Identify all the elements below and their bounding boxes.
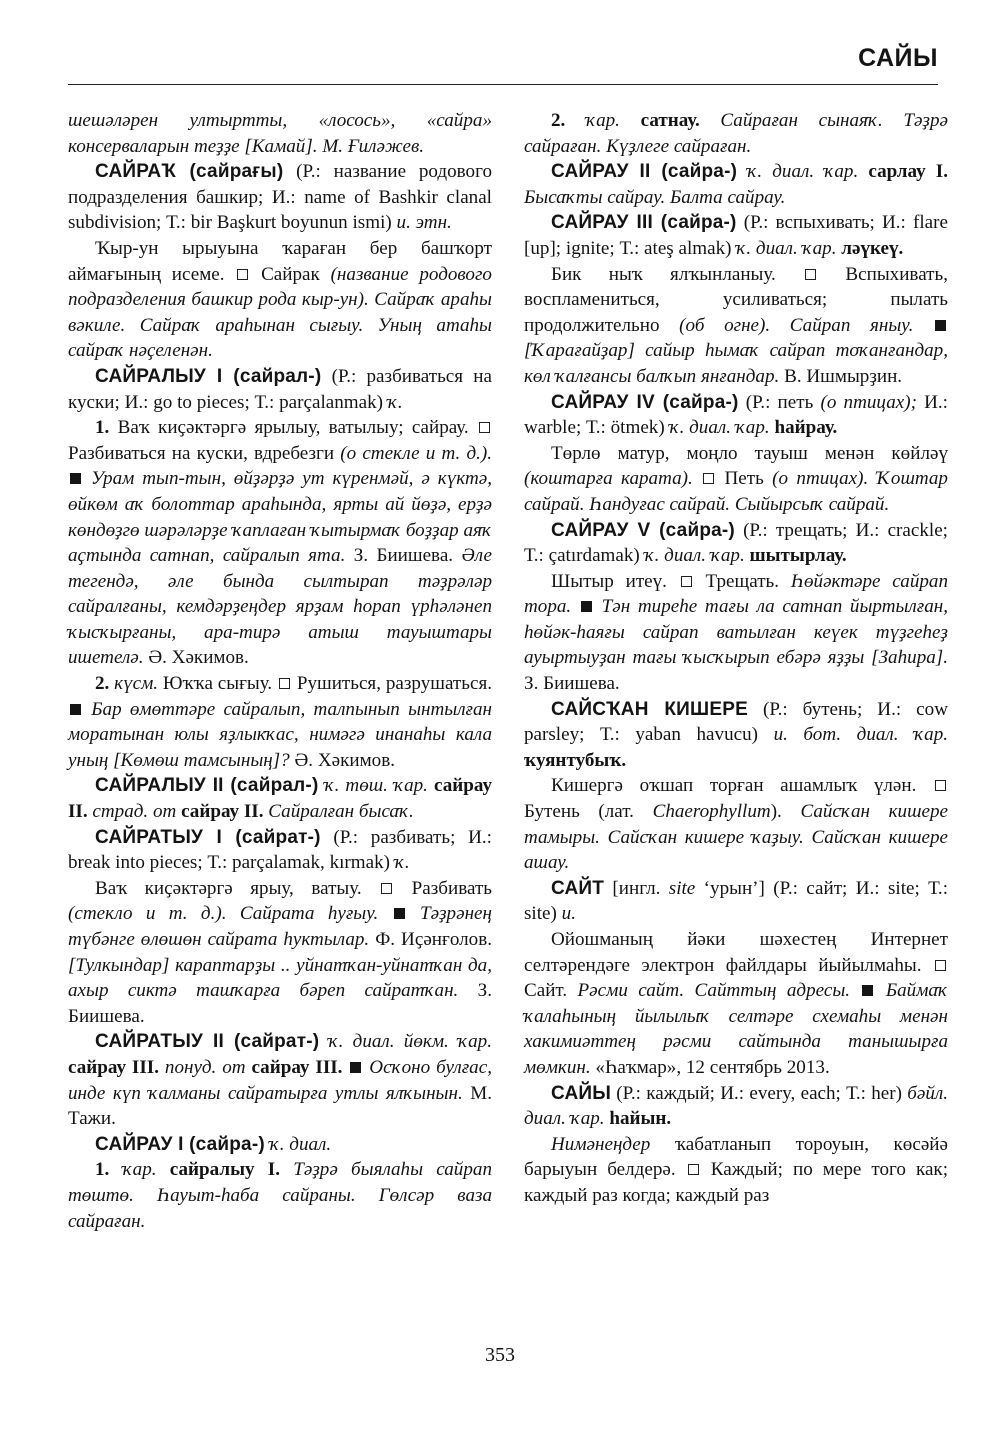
translations: (Р.: петь	[738, 391, 821, 413]
sense-number: 1.	[95, 417, 110, 439]
entry-sairak-definition	[68, 236, 492, 364]
translations: ‘урын’] (Р.: сайт; И.: site; Т.: site)	[524, 877, 948, 925]
entry-sairau-1-sense-1	[68, 1157, 492, 1234]
example-text: Тәҙрә быялаһы сайрап төштө. Һауыт-һаба сайраны. Гөлсәр ваза сайраған.	[68, 1159, 492, 1232]
sense-number: 2.	[551, 110, 566, 131]
example-text: [Ҡарағайҙар] сайыр һымаҡ сайрап тоҡанғандар, көл ҡалғансы балҡып янғандар.	[524, 340, 948, 387]
white-square-icon	[381, 883, 392, 894]
example-text: Һөйәктәре сайрап тора.	[524, 570, 949, 618]
black-square-icon	[935, 320, 946, 331]
russian-equivalent: Сайрак	[250, 263, 331, 285]
entry-sairau-4	[524, 390, 948, 441]
headword: САЙРАЛЫУ I (сайрал-)	[95, 365, 322, 387]
russian-equivalent: Разбивать	[394, 877, 493, 899]
entry-sairau-1	[68, 1132, 492, 1158]
white-square-icon	[688, 1164, 699, 1175]
cross-reference: сайрау III.	[245, 1056, 343, 1078]
grammar-label: ҡ. диал. ҡар.	[737, 161, 859, 183]
cross-reference: һайрау.	[769, 417, 838, 439]
black-square-icon	[394, 908, 405, 919]
grammar-label: понуд. от	[158, 1056, 246, 1078]
translations: (Р.: разбиваться на куски; И.: go to pieces; Т.: parçalanmak)	[68, 365, 492, 413]
entry-saiskan-kishere-definition	[524, 773, 948, 875]
left-column	[68, 108, 492, 1234]
grammar-label: бәйл. диал. ҡар.	[524, 1082, 948, 1130]
headword: САЙРАУ I (сайра-)	[95, 1133, 265, 1155]
translations: (Р.: разбивать; И.: break into pieces; Т.: parçalamak, kırmak)	[68, 826, 492, 874]
cross-reference: сарлау I.	[858, 161, 948, 183]
white-square-icon	[935, 780, 946, 791]
entry-sairau-1-sense-2	[524, 108, 948, 159]
white-square-icon	[237, 269, 248, 280]
right-column	[524, 108, 948, 1209]
author: Ф. Иҫәнғолов.	[369, 929, 492, 950]
grammar-label: ҡ. диал. йөкм. ҡар.	[319, 1031, 492, 1053]
headword: САЙСҠАН КИШЕРЕ	[551, 698, 748, 720]
entry-sairau-3	[524, 210, 948, 261]
entry-saiskan-kishere	[524, 697, 948, 774]
example-text: Бар өмөттәре сайралып, талпынып ынтылған моратынан юлы яҙлыкҡас, нимәгә инанаһы кала уның [Көмөш тамсының]?	[68, 698, 492, 771]
translations: (Р.: вспыхивать; И.: flare [up]; ignite; Т.: ateş almak)	[524, 212, 948, 259]
grammar-label: и.	[561, 903, 576, 925]
example-text: Баймаҡ ҡалаһының йылылыҡ селтәре схемаһы менән хакимиәттең рәсми сайтында танышырға мөмкин.	[524, 980, 948, 1078]
continuation-paragraph	[68, 108, 492, 159]
russian-equivalent: Разбиваться на куски, вдребезги	[68, 442, 341, 464]
grammar-label: ҡ. диал.	[264, 1133, 332, 1155]
entry-sait	[524, 876, 948, 927]
headword: САЙРАЛЫУ II (сайрал-)	[95, 775, 319, 797]
author: З. Биишева.	[524, 673, 620, 695]
translations: (Р.: каждый; И.: every, each; Т.: her)	[611, 1082, 908, 1104]
russian-note: (об огне). Сайрап яныу.	[679, 314, 914, 336]
translations: (Р.: название родового подразделения башкир; И.: name of Bashkir clanal subdivision; Т.: bir Başkurt boyunun ismi)	[68, 161, 493, 234]
author: «Һаҡмар», 12 сентябрь 2013.	[590, 1056, 830, 1078]
cross-reference: һайын.	[604, 1108, 672, 1130]
grammar-label: ҡ. төш. ҡар.	[318, 775, 428, 797]
russian-note: (стекло и т. д.). Сайрата һуғыу.	[68, 903, 379, 925]
example-text: Сайралған бысаҡ.	[263, 801, 414, 823]
grammar-label: ҡ. диал. ҡар.	[669, 417, 770, 439]
entry-sairau-2	[524, 159, 948, 210]
definition: Төрлө матур, моңло тауыш менән көйләү	[551, 442, 948, 464]
russian-equivalent: Каждый; по мере того как; каждый раз когда; каждый раз	[524, 1159, 949, 1206]
entry-sairau-5	[524, 518, 948, 569]
entry-sairatyu-1	[68, 825, 492, 876]
example-text: Сайраған сынаяҡ. Тәҙрә сайраған. Күҙлеге сайраған.	[524, 110, 948, 157]
grammar-label: и. этн.	[396, 212, 452, 234]
definition: Ойошманың йәки шәхестең Интернет селтәрендәге электрон файлдары йыйылмаһы.	[524, 929, 948, 976]
entry-sairalyu-1-sense-2	[68, 671, 492, 773]
entry-sairau-5-definition	[524, 569, 948, 697]
definition: Юҡҡа сығыу.	[158, 673, 273, 695]
example-text: шешәләрен ултыртты, «лосось», «сайра» консерваларын теҙҙе [Камай]. М. Ғиләжев.	[68, 110, 492, 157]
sense-number: 1.	[95, 1159, 110, 1181]
cross-reference: ләүкеү.	[836, 237, 904, 259]
example-text: Тәҙрәнең түбәнге өлөшөн сайрата һуктылар.	[68, 903, 492, 950]
entry-sairak	[68, 159, 492, 236]
entry-sairalyu-1-sense-1	[68, 415, 492, 671]
russian-note: (о стекле и т. д.).	[340, 442, 493, 464]
entry-sait-definition	[524, 927, 948, 1081]
white-square-icon	[681, 576, 692, 587]
definition: Ҡыр-ун ырыуына ҡараған бер башҡорт аймағының исеме.	[68, 237, 492, 285]
definition-note: (коштарға карата).	[524, 468, 693, 490]
cross-reference: сатнау.	[619, 110, 700, 131]
russian-equivalent: Петь	[716, 468, 773, 490]
black-square-icon	[581, 601, 592, 612]
definition: Бик ныҡ ялҡынланыу.	[551, 263, 776, 285]
example-text: Рәсми сайт. Сайттың адресы.	[567, 980, 851, 1002]
etymology-word: site	[668, 877, 696, 899]
running-head: САЙЫ	[858, 44, 938, 72]
example-text: Урам тып-тын, өйҙәрҙә ут күренмәй, ә күктә, өйкөм аҡ болоттар араһында, ярты ай йөҙә, ерҙә көндөҙгө шәрәләрҙе ҡаплаған ҡытырмаҡ боҙҙар аяҡ аҫтында сатнап, сайралып ята.	[68, 468, 492, 567]
latin-name: Chaerophyllum	[652, 801, 771, 823]
translations: (Р.: трещать; И.: crackle; Т.: çatırdamak)	[524, 519, 948, 567]
cross-reference: сайрау II.	[176, 801, 264, 823]
example-text: Сайраҡ араһы вәкиле. Сайраҡ араһынан сығыу. Уның атаһы сайраҡ нәҫеленән.	[68, 289, 492, 362]
russian-equivalent: Вспыхивать, воспламениться, усиливаться; пылать продолжительно	[524, 263, 948, 336]
definition: Ваҡ киҫәктәргә ярыу, ватыу.	[95, 877, 362, 899]
white-square-icon	[805, 269, 816, 280]
grammar-label: ҡ. диал. ҡар.	[644, 545, 745, 567]
entry-sairalyu-1	[68, 364, 492, 415]
example-text: Осҡоно булғас, инде күп ҡалманы сайратырға утлы ялҡынын.	[68, 1056, 492, 1104]
cross-reference: сайрау III.	[68, 1056, 159, 1078]
white-square-icon	[479, 422, 490, 433]
grammar-label: күсм.	[109, 673, 159, 695]
example-text: Бысаҡты сайрау. Балта сайрау.	[524, 186, 786, 208]
author: М. Тажи.	[68, 1082, 492, 1130]
author: З. Биишева.	[68, 980, 492, 1027]
entry-sairau-4-definition	[524, 441, 948, 518]
entry-sairatyu-2	[68, 1029, 492, 1131]
cross-reference: шытырлау.	[744, 545, 847, 567]
grammar-label: ҡ.	[394, 852, 410, 874]
header-rule	[68, 84, 938, 85]
headword: САЙТ	[551, 877, 605, 899]
russian-equivalent: Трещать.	[693, 570, 780, 592]
headword: САЙРАҠ (сайрағы)	[95, 161, 284, 183]
definition: Кишергә оҡшап торған ашамлыҡ үлән.	[551, 775, 917, 797]
translations: (Р.: бутень; И.: cow parsley; Т.: yaban havucu)	[524, 698, 948, 746]
example-text: Нимәнеңдер	[551, 1133, 651, 1155]
example-text: Әле тегендә, әле бында сылтырап тәҙрәләр сайралғаны, кемдәрҙеңдер ярҙам һорап үрһәләнеп ҡысҡырғаны, ара-тирә атыш тауыштары ишетелә.	[68, 545, 492, 669]
cross-reference: сайралыу I.	[156, 1159, 280, 1181]
sense-number: 2.	[95, 673, 110, 695]
example-text: Сайсҡан кишере тамыры. Сайсҡан кишере ҡаҙыу. Сайсҡан кишере ашау.	[524, 801, 948, 874]
grammar-label: и. бот. диал. ҡар.	[773, 724, 949, 746]
headword: САЙРАТЫУ II (сайрат-)	[95, 1031, 320, 1053]
headword: САЙРАТЫУ I (сайрат-)	[95, 826, 321, 848]
russian-equivalent: ).	[770, 801, 782, 823]
definition: ҡабатланып тороуын, көсәйә барыуын белдерә.	[524, 1133, 948, 1181]
russian-equivalent: Сайт.	[524, 980, 568, 1002]
definition: Ваҡ киҫәктәргә ярылыу, ватылыу; сайрау.	[109, 417, 469, 439]
cross-reference: ҡуянтубыҡ.	[524, 749, 627, 771]
translations: И.: warble; Т.: ötmek)	[524, 391, 948, 439]
russian-equivalent: Рушиться, разрушаться.	[291, 673, 493, 695]
etymology: [ингл.	[604, 877, 669, 899]
headword: САЙРАУ IV (сайра-)	[551, 391, 739, 413]
black-square-icon	[862, 985, 873, 996]
black-square-icon	[70, 473, 81, 484]
entry-sairatyu-1-definition	[68, 876, 492, 1030]
russian-note: (о птицах);	[820, 391, 917, 413]
example-text: [Тулкындар] карaптарҙы .. уйнатҡан-уйнатҡан да, ахыр сиктә ташҡарға бәреп сайратҡан.	[68, 954, 492, 1002]
grammar-label: страд. от	[87, 801, 177, 823]
grammar-label: ҡ.	[387, 391, 403, 413]
grammar-label: ҡар.	[109, 1159, 157, 1181]
author: Ә. Хәкимов.	[289, 749, 396, 771]
example-text: Ҡоштар сайрай. Һандуғас сайрай. Сыйырсыҡ сайрай.	[524, 468, 948, 515]
entry-sairalyu-2	[68, 773, 492, 824]
white-square-icon	[279, 678, 290, 689]
white-square-icon	[703, 473, 714, 484]
headword: САЙЫ	[551, 1082, 612, 1104]
author: В. Ишмырҙин.	[779, 365, 903, 387]
headword: САЙРАУ III (сайра-)	[551, 212, 737, 234]
grammar-label: ҡар.	[565, 110, 620, 131]
author: Ә. Хәкимов.	[143, 647, 249, 669]
definition: Шытыр итеү.	[551, 570, 667, 592]
headword: САЙРАУ II (сайра-)	[551, 161, 738, 183]
russian-note: (название родового подразделения башкир рода кыр-ун).	[68, 263, 492, 311]
entry-sairau-3-definition	[524, 262, 948, 390]
headword: САЙРАУ V (сайра-)	[551, 519, 735, 541]
author: З. Биишева.	[345, 545, 454, 567]
entry-saiy	[524, 1081, 948, 1132]
black-square-icon	[70, 704, 81, 715]
black-square-icon	[350, 1062, 361, 1073]
russian-equivalent: Бутень (лат.	[524, 801, 653, 823]
white-square-icon	[935, 960, 946, 971]
grammar-label: ҡ. диал. ҡар.	[736, 237, 837, 259]
example-text: Тән тиреһе тағы ла сатнап йыртылған, һөйәк-һаяғы сайрап ватылған кеүек түҙгеһеҙ ауыртыуҙан тағы ҡысҡырып ебәрә яҙҙы [Заһира].	[524, 596, 948, 669]
cross-reference: сайрау II.	[68, 775, 493, 823]
russian-note: (о птицах).	[772, 468, 869, 490]
page-number: 353	[485, 1344, 515, 1366]
entry-saiy-definition	[524, 1132, 948, 1209]
